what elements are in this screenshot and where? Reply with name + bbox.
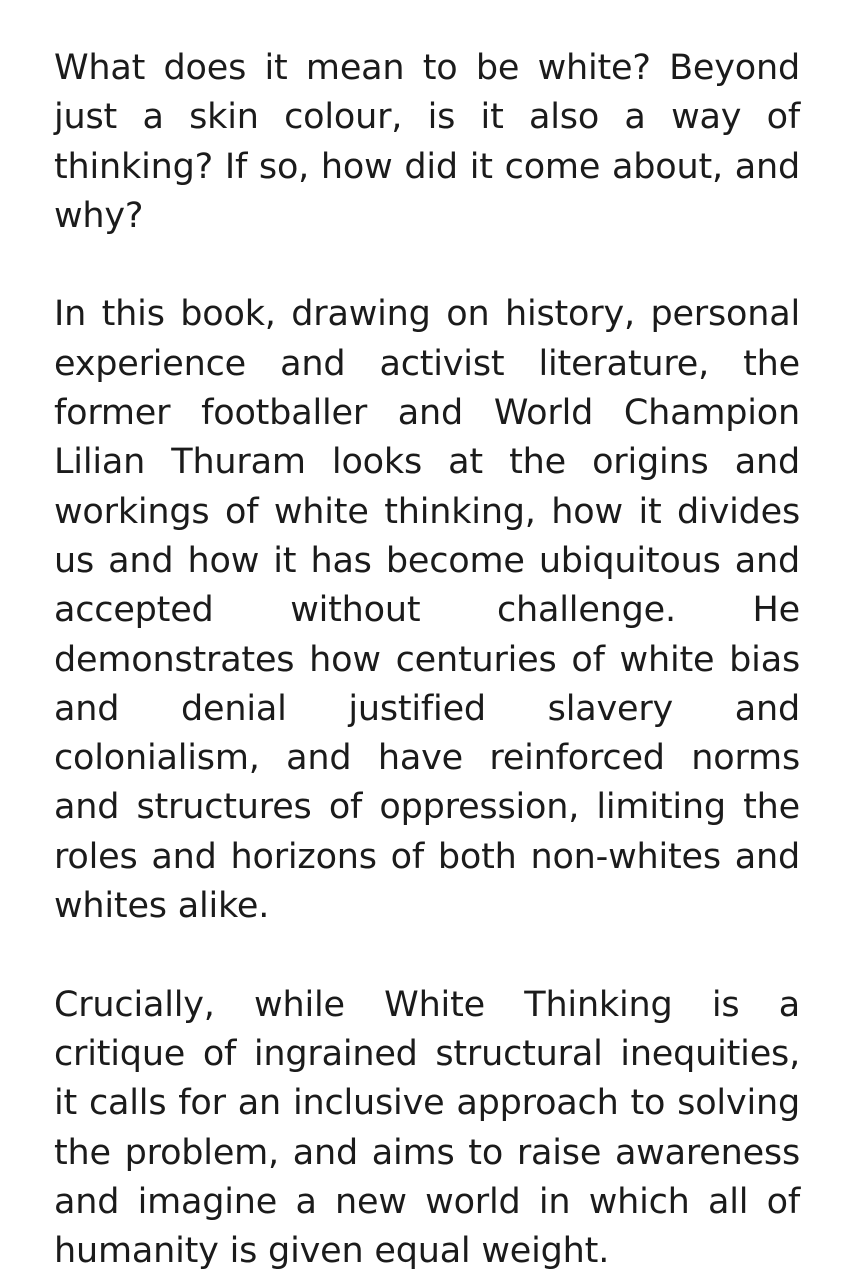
paragraph-conclusion: Crucially, while White Thinking is a critique of ingrained structural inequities, it calls for an inclusive approach to solving the problem, and aims to raise awareness and imagine a new world in which all of humanity is given equal weight. xyxy=(54,984,800,1272)
book-description xyxy=(54,44,800,1276)
paragraph-intro-questions: What does it mean to be white? Beyond just a skin colour, is it also a way of thinking? If so, how did it come about, and why? xyxy=(54,48,800,236)
paragraph-book-summary: In this book, drawing on history, personal experience and activist literature, the former footballer and World Champion Lilian Thuram looks at the origins and workings of white thinking, how it divides us and how it has become ubiquitous and accepted without challenge. He demonstrates how centuries of white bias and denial justified slavery and colonialism, and have reinforced norms and structures of oppression, limiting the roles and horizons of both non-whites and whites alike. xyxy=(54,294,800,927)
